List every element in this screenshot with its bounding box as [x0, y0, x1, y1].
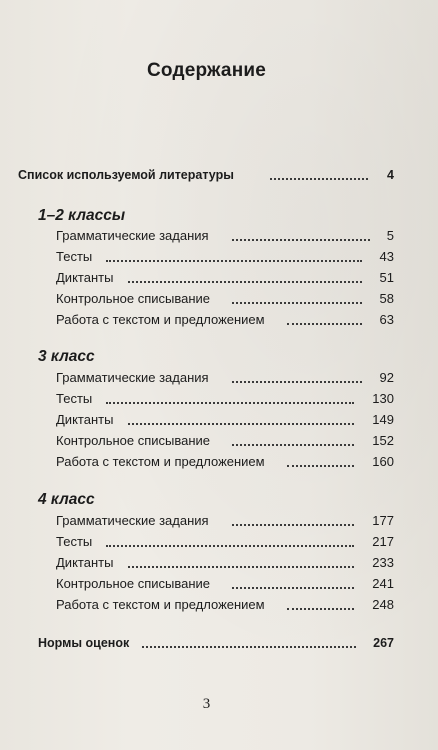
- toc-entry-page: 4: [387, 168, 394, 182]
- toc-leader-dots: [232, 444, 354, 446]
- toc-leader-dots: [106, 402, 354, 404]
- toc-entry-label: Диктанты: [56, 555, 114, 570]
- section-heading-1-2: 1–2 классы: [38, 207, 126, 224]
- toc-entry-label: Контрольное списывание: [56, 576, 211, 591]
- toc-entry-label: Работа с текстом и предложением: [56, 454, 265, 469]
- toc-entry-page: 217: [372, 534, 394, 549]
- toc-entry-page: 177: [372, 513, 394, 528]
- toc-entry-page: 267: [373, 636, 394, 650]
- toc-leader-dots: [106, 545, 354, 547]
- toc-leader-dots: [106, 260, 362, 262]
- toc-entry-page: 241: [372, 576, 394, 591]
- toc-leader-dots: [287, 465, 354, 467]
- toc-entry-page: 43: [379, 249, 394, 264]
- toc-leader-dots: [270, 178, 368, 180]
- toc-entry-grading[interactable]: [0, 633, 438, 653]
- toc-entry-label: Грамматические задания: [56, 513, 209, 528]
- toc-entry-page: 248: [372, 597, 394, 612]
- page-number: 3: [202, 696, 211, 712]
- toc-entry[interactable]: [0, 452, 438, 472]
- toc-entry-label: Работа с текстом и предложением: [56, 312, 265, 327]
- toc-entry-page: 51: [379, 270, 394, 285]
- toc-entry-page: 92: [379, 370, 394, 385]
- section-heading-3: 3 класс: [38, 348, 95, 365]
- toc-leader-dots: [287, 323, 362, 325]
- toc-entry[interactable]: [0, 389, 438, 409]
- toc-entry[interactable]: [0, 431, 438, 451]
- toc-entry-label: Диктанты: [56, 412, 114, 427]
- toc-entry[interactable]: [0, 289, 438, 309]
- toc-entry-label: Тесты: [56, 534, 93, 549]
- toc-leader-dots: [128, 423, 354, 425]
- toc-entry-page: 233: [372, 555, 394, 570]
- toc-leader-dots: [232, 302, 362, 304]
- toc-leader-dots: [142, 646, 356, 648]
- toc-entry[interactable]: [0, 310, 438, 330]
- toc-entry[interactable]: [0, 368, 438, 388]
- toc-entry[interactable]: [0, 226, 438, 246]
- toc-leader-dots: [232, 587, 354, 589]
- toc-leader-dots: [128, 281, 362, 283]
- toc-entry[interactable]: [0, 247, 438, 267]
- toc-entry-label: Диктанты: [56, 270, 114, 285]
- toc-entry-page: 160: [372, 454, 394, 469]
- toc-entry-label: Тесты: [56, 249, 93, 264]
- toc-leader-dots: [128, 566, 354, 568]
- toc-entry-label: Нормы оценок: [38, 636, 130, 650]
- toc-entry-page: 58: [379, 291, 394, 306]
- toc-entry-label: Тесты: [56, 391, 93, 406]
- toc-entry-references[interactable]: [0, 165, 438, 185]
- toc-leader-dots: [287, 608, 354, 610]
- toc-entry[interactable]: [0, 595, 438, 615]
- toc-entry[interactable]: [0, 574, 438, 594]
- toc-entry-label: Грамматические задания: [56, 370, 209, 385]
- toc-entry-page: 63: [379, 312, 394, 327]
- page-title: Содержание: [146, 60, 267, 81]
- toc-leader-dots: [232, 381, 362, 383]
- toc-entry[interactable]: [0, 532, 438, 552]
- toc-entry-page: 5: [386, 228, 394, 243]
- toc-leader-dots: [232, 239, 370, 241]
- toc-entry-label: Грамматические задания: [56, 228, 209, 243]
- toc-entry-page: 130: [372, 391, 394, 406]
- toc-leader-dots: [232, 524, 354, 526]
- toc-entry-label: Список используемой литературы: [18, 168, 234, 182]
- toc-entry-page: 152: [372, 433, 394, 448]
- toc-entry[interactable]: [0, 553, 438, 573]
- toc-entry-label: Контрольное списывание: [56, 433, 211, 448]
- toc-entry-page: 149: [372, 412, 394, 427]
- toc-entry[interactable]: [0, 410, 438, 430]
- toc-entry[interactable]: [0, 511, 438, 531]
- section-heading-4: 4 класс: [38, 491, 95, 508]
- toc-entry-label: Контрольное списывание: [56, 291, 211, 306]
- toc-entry[interactable]: [0, 268, 438, 288]
- toc-entry-label: Работа с текстом и предложением: [56, 597, 265, 612]
